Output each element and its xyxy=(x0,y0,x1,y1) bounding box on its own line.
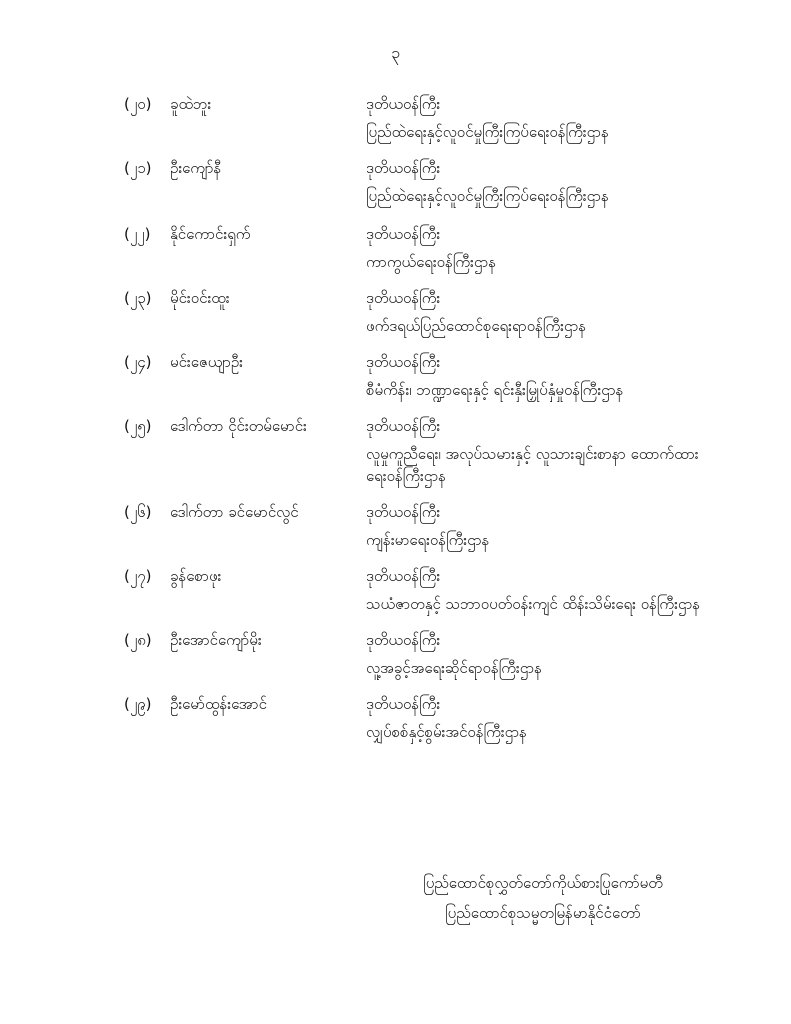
entry-name: မင်းဇေယျာဦး xyxy=(170,353,243,371)
signature-block xyxy=(383,872,703,924)
entry-details xyxy=(366,565,704,615)
entry-ministry: စီမံကိန်း၊ ဘဏ္ဍာရေးနှင့် ရင်းနှီးမြှုပ်နှံမှုဝန်ကြီးဌာန xyxy=(366,381,624,399)
entry-details xyxy=(366,629,704,679)
list-item xyxy=(124,501,704,551)
entry-name: ဦးအောင်ကျော်မိုး xyxy=(170,631,262,649)
entry-number: (၂၉) xyxy=(124,695,152,713)
entry-ministry: လျှပ်စစ်နှင့်စွမ်းအင်ဝန်ကြီးဌာန xyxy=(366,723,527,741)
entry-name: ဦးမော်ထွန်းအောင် xyxy=(170,695,267,713)
list-item xyxy=(124,287,704,337)
entry-number: (၂၄) xyxy=(124,353,152,371)
entry-details xyxy=(366,351,704,401)
list-item xyxy=(124,693,704,743)
list-item xyxy=(124,565,704,615)
entry-name: မိုင်းဝင်းထူး xyxy=(170,289,230,307)
entry-number: (၂၈) xyxy=(124,631,152,649)
entry-name: ဦးကျော်နီ xyxy=(170,159,222,177)
signature-line: ပြည်ထောင်စုလွှတ်တော်ကိုယ်စားပြုကော်မတီ xyxy=(423,874,663,892)
entry-details xyxy=(366,415,704,487)
list-item xyxy=(124,415,704,487)
entry-ministry: ပြည်ထဲရေးနှင့်လူဝင်မှုကြီးကြပ်ရေးဝန်ကြီးဌာန xyxy=(366,187,609,205)
list-item xyxy=(124,93,704,143)
entry-number: (၂၃) xyxy=(124,289,152,307)
entry-ministry: ကာကွယ်ရေးဝန်ကြီးဌာန xyxy=(366,253,497,271)
entry-name: ခွန်စောဖုး xyxy=(170,567,222,585)
entry-details xyxy=(366,693,704,743)
signature-line: ပြည်ထောင်စုသမ္မတမြန်မာနိုင်ငံတော် xyxy=(445,904,641,922)
entry-title: ဒုတိယဝန်ကြီး xyxy=(366,503,441,521)
entry-details xyxy=(366,287,704,337)
list-item xyxy=(124,157,704,207)
entry-title: ဒုတိယဝန်ကြီး xyxy=(366,567,441,585)
entry-title: ဒုတိယဝန်ကြီး xyxy=(366,95,441,113)
entry-title: ဒုတိယဝန်ကြီး xyxy=(366,159,441,177)
entry-details xyxy=(366,501,704,551)
entry-name: ခူထဲဘူး xyxy=(170,95,212,113)
appointment-list xyxy=(124,93,704,743)
entry-name: ဒေါက်တာ ငိုင်းတမ်မောင်း xyxy=(170,417,307,435)
entry-name: နိုင်ကောင်းရှက် xyxy=(170,225,251,243)
entry-title: ဒုတိယဝန်ကြီး xyxy=(366,289,441,307)
entry-title: ဒုတိယဝန်ကြီး xyxy=(366,631,441,649)
entry-title: ဒုတိယဝန်ကြီး xyxy=(366,417,441,435)
entry-title: ဒုတိယဝန်ကြီး xyxy=(366,695,441,713)
entry-title: ဒုတိယဝန်ကြီး xyxy=(366,353,441,371)
entry-number: (၂၇) xyxy=(124,567,152,585)
page-number: ၃ xyxy=(391,43,400,62)
list-item xyxy=(124,351,704,401)
entry-ministry: သယံဇာတနှင့် သဘာဝပတ်ဝန်းကျင် ထိန်းသိမ်းရေး ဝန်ကြီးဌာန xyxy=(366,595,701,613)
entry-ministry: လူမှုကူညီရေး၊ အလုပ်သမားနှင့် လူသားချင်းစာနာ ထောက်ထားရေးဝန်ကြီးဌာန xyxy=(366,445,699,485)
entry-ministry: လူ့အခွင့်အရေးဆိုင်ရာဝန်ကြီးဌာန xyxy=(366,659,542,677)
entry-details xyxy=(366,157,704,207)
list-item xyxy=(124,629,704,679)
entry-details xyxy=(366,93,704,143)
entry-ministry: ဖက်ဒရယ်ပြည်ထောင်စုရေးရာဝန်ကြီးဌာန xyxy=(366,317,587,335)
entry-details xyxy=(366,223,704,273)
entry-ministry: ကျန်းမာရေးဝန်ကြီးဌာန xyxy=(366,531,490,549)
entry-number: (၂၆) xyxy=(124,503,152,521)
entry-name: ဒေါက်တာ ခင်မောင်လွင် xyxy=(170,503,299,521)
list-item xyxy=(124,223,704,273)
entry-number: (၂၅) xyxy=(124,417,152,435)
entry-title: ဒုတိယဝန်ကြီး xyxy=(366,225,441,243)
entry-number: (၂၁) xyxy=(124,159,152,177)
entry-number: (၂၀) xyxy=(124,95,152,113)
entry-number: (၂၂) xyxy=(124,225,151,243)
entry-ministry: ပြည်ထဲရေးနှင့်လူဝင်မှုကြီးကြပ်ရေးဝန်ကြီးဌာန xyxy=(366,123,609,141)
